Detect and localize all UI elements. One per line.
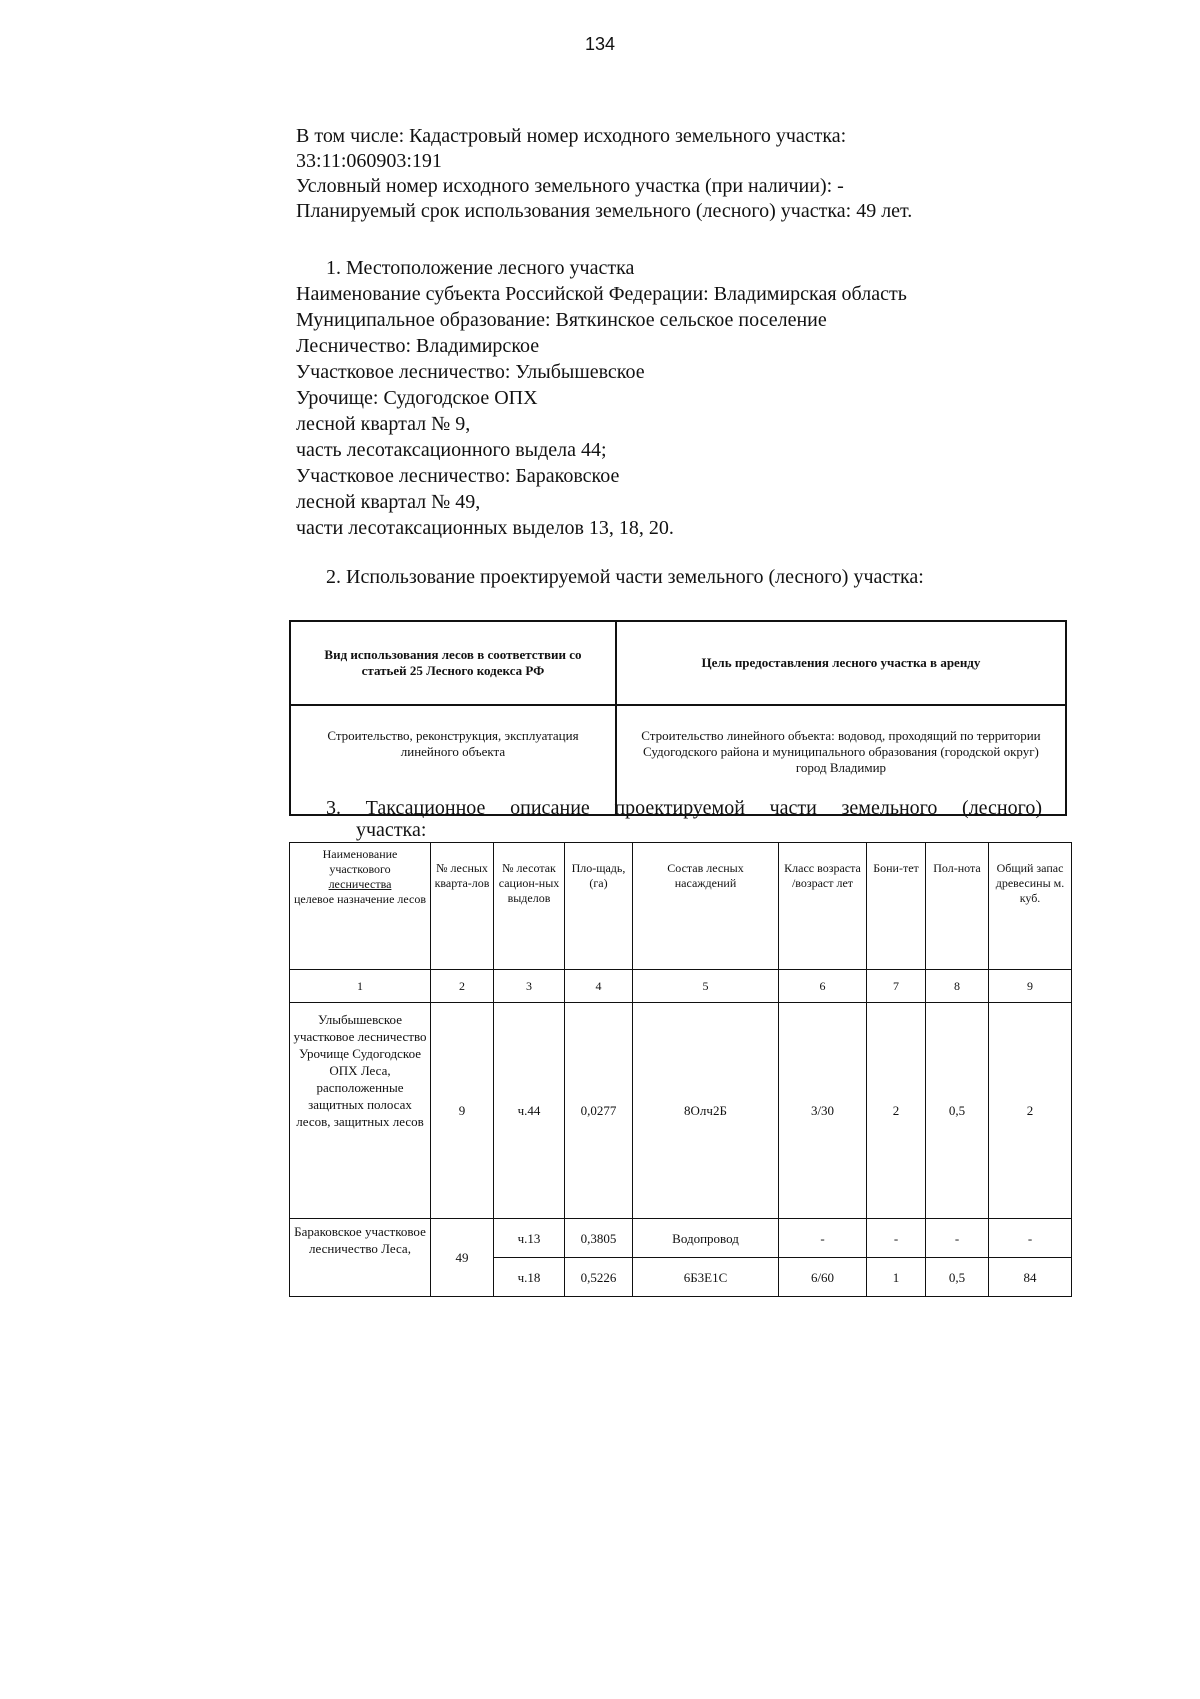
location-line: лесной квартал № 49, xyxy=(296,491,481,513)
header-sostav: Состав лесных насаждений xyxy=(633,843,779,970)
usage-term: Планируемый срок использования земельного (лесного) участка: 49 лет. xyxy=(296,200,913,222)
taxation-table xyxy=(289,842,1072,1297)
conditional-number: Условный номер исходного земельного участка (при наличии): - xyxy=(296,175,844,197)
usage-type-header: Вид использования лесов в соответствии со статьей 25 Лесного кодекса РФ xyxy=(290,621,616,705)
section-taxation-heading xyxy=(326,797,1042,841)
vydel-cell: ч.44 xyxy=(494,1003,565,1219)
section-location xyxy=(296,255,1056,541)
age-cell: 3/30 xyxy=(779,1003,867,1219)
location-line: Участковое лесничество: Бараковское xyxy=(296,465,620,487)
cadastral-label: В том числе: Кадастровый номер исходного земельного участка: xyxy=(296,125,847,147)
column-number: 1 xyxy=(290,970,431,1003)
column-number: 7 xyxy=(867,970,926,1003)
zapas-cell: 84 xyxy=(989,1258,1072,1297)
location-line: части лесотаксационных выделов 13, 18, 20. xyxy=(296,517,674,539)
column-number: 5 xyxy=(633,970,779,1003)
kvartal-cell: 49 xyxy=(431,1219,494,1297)
header-forestry-name-c: целевое назначение лесов xyxy=(293,892,426,906)
table-row xyxy=(290,1219,1072,1258)
header-forestry-name-b: лесничества xyxy=(328,877,392,891)
bonitet-cell: 2 xyxy=(867,1003,926,1219)
location-line: лесной квартал № 9, xyxy=(296,413,471,435)
column-number: 8 xyxy=(926,970,989,1003)
lease-purpose-value: Строительство линейного объекта: водовод, проходящий по территории Судогодского района и муниципального образования (городской округ) город Владимир xyxy=(616,705,1066,815)
intro-block xyxy=(296,124,1056,224)
polnota-cell: 0,5 xyxy=(926,1258,989,1297)
header-area: Пло-щадь, (га) xyxy=(565,843,633,970)
section-location-heading: 1. Местоположение лесного участка xyxy=(326,257,635,279)
bonitet-cell: - xyxy=(867,1219,926,1258)
page-number: 134 xyxy=(584,34,616,54)
header-bonitet: Бони-тет xyxy=(867,843,926,970)
section-taxation-heading-line2: участка: xyxy=(356,819,427,841)
location-line: Муниципальное образование: Вяткинское сельское поселение xyxy=(296,309,827,331)
header-age-class: Класс возраста /возраст лет xyxy=(779,843,867,970)
location-line: часть лесотаксационного выдела 44; xyxy=(296,439,607,461)
vydel-cell: ч.18 xyxy=(494,1258,565,1297)
header-forestry-name-a: Наименование участкового xyxy=(322,847,398,876)
header-vydel: № лесотак сацион-ных выделов xyxy=(494,843,565,970)
polnota-cell: 0,5 xyxy=(926,1003,989,1219)
column-number: 9 xyxy=(989,970,1072,1003)
taxation-header-row xyxy=(290,843,1072,970)
section-usage-heading: 2. Использование проектируемой части земельного (лесного) участка: xyxy=(326,566,924,588)
column-number: 3 xyxy=(494,970,565,1003)
area-cell: 0,3805 xyxy=(565,1219,633,1258)
header-polnota: Пол-нота xyxy=(926,843,989,970)
lease-purpose-header: Цель предоставления лесного участка в аренду xyxy=(616,621,1066,705)
header-kvartal: № лесных кварта-лов xyxy=(431,843,494,970)
location-line: Лесничество: Владимирское xyxy=(296,335,540,357)
bonitet-cell: 1 xyxy=(867,1258,926,1297)
usage-table xyxy=(289,620,1067,816)
area-cell: 0,0277 xyxy=(565,1003,633,1219)
sostav-cell: 8Олч2Б xyxy=(633,1003,779,1219)
zapas-cell: 2 xyxy=(989,1003,1072,1219)
table-row xyxy=(290,1003,1072,1219)
section-taxation-heading-line1: 3. Таксационное описание проектируемой части земельного (лесного) xyxy=(326,797,1042,819)
header-forestry-name xyxy=(290,843,431,970)
column-number: 2 xyxy=(431,970,494,1003)
usage-type-value: Строительство, реконструкция, эксплуатация линейного объекта xyxy=(290,705,616,815)
age-cell: 6/60 xyxy=(779,1258,867,1297)
zapas-cell: - xyxy=(989,1219,1072,1258)
polnota-cell: - xyxy=(926,1219,989,1258)
header-zapas: Общий запас древесины м. куб. xyxy=(989,843,1072,970)
vydel-cell: ч.13 xyxy=(494,1219,565,1258)
sostav-cell: 6Б3Е1С xyxy=(633,1258,779,1297)
usage-table-header-row xyxy=(290,621,1066,705)
forestry-name-cell: Улыбышевское участковое лесничество Урочище Судогодское ОПХ Леса, расположенные защитных полосах лесов, защитных лесов xyxy=(290,1003,431,1219)
forestry-name-cell: Бараковское участковое лесничество Леса, xyxy=(290,1219,431,1297)
column-number: 4 xyxy=(565,970,633,1003)
location-line: Участковое лесничество: Улыбышевское xyxy=(296,361,645,383)
column-number-row xyxy=(290,970,1072,1003)
kvartal-cell: 9 xyxy=(431,1003,494,1219)
cadastral-number: 33:11:060903:191 xyxy=(296,150,442,172)
area-cell: 0,5226 xyxy=(565,1258,633,1297)
sostav-cell: Водопровод xyxy=(633,1219,779,1258)
column-number: 6 xyxy=(779,970,867,1003)
location-line: Наименование субъекта Российской Федерации: Владимирская область xyxy=(296,283,907,305)
age-cell: - xyxy=(779,1219,867,1258)
location-line: Урочище: Судогодское ОПХ xyxy=(296,387,538,409)
